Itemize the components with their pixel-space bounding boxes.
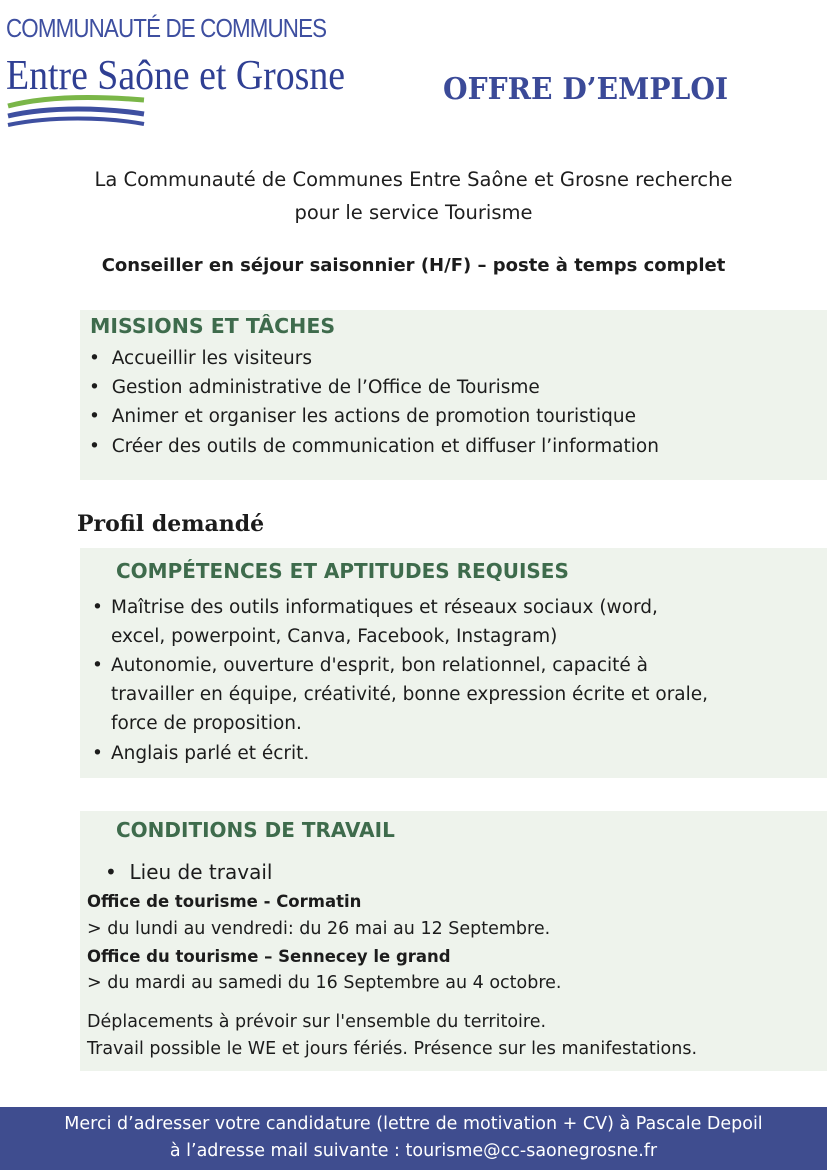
list-item: • Créer des outils de communication et diffuser l’information	[89, 436, 659, 457]
footer-banner	[0, 1107, 827, 1170]
competences-title: COMPÉTENCES ET APTITUDES REQUISES	[116, 559, 569, 583]
travel-note: Déplacements à prévoir sur l'ensemble du territoire.	[87, 1012, 547, 1032]
intro-line-2: pour le service Tourisme	[294, 201, 533, 224]
competence-line: Maîtrise des outils informatiques et réseaux sociaux (word,	[111, 597, 658, 618]
office-2-dates: > du mardi au samedi du 16 Septembre au 4 octobre.	[87, 973, 562, 993]
office-1-dates: > du lundi au vendredi: du 26 mai au 12 Septembre.	[87, 919, 551, 939]
page-title: OFFRE D’EMPLOI	[443, 72, 729, 107]
bullet: •	[92, 655, 103, 676]
list-item: • Accueillir les visiteurs	[89, 348, 313, 369]
logo-name: Entre Saône et Grosne	[6, 53, 346, 99]
list-item: • Animer et organiser les actions de promotion touristique	[89, 406, 637, 427]
list-item: • Gestion administrative de l’Office de Tourisme	[89, 377, 540, 398]
profil-heading: Profil demandé	[77, 511, 265, 537]
competence-line: travailler en équipe, créativité, bonne expression écrite et orale,	[111, 684, 709, 705]
schedule-note: Travail possible le WE et jours fériés. Présence sur les manifestations.	[87, 1039, 698, 1059]
competence-line: Anglais parlé et écrit.	[111, 743, 310, 764]
bullet: •	[92, 743, 103, 764]
competence-line: Autonomie, ouverture d'esprit, bon relationnel, capacité à	[111, 655, 648, 676]
office-1-name: Office de tourisme - Cormatin	[87, 892, 362, 911]
lieu-label: Lieu de travail	[129, 860, 273, 884]
list-item: • Lieu de travail	[105, 860, 273, 884]
office-2-name: Office du tourisme – Sennecey le grand	[87, 947, 451, 966]
intro-line-1: La Communauté de Communes Entre Saône et Grosne recherche	[94, 168, 733, 191]
mission-text: Accueillir les visiteurs	[111, 348, 313, 369]
logo-waves-icon	[6, 94, 146, 128]
competence-line: excel, powerpoint, Canva, Facebook, Instagram)	[111, 626, 558, 647]
footer-email-line: à l’adresse mail suivante : tourisme@cc-saonegrosne.fr	[169, 1141, 658, 1161]
footer-line-1: Merci d’adresser votre candidature (lettre de motivation + CV) à Pascale Depoil	[64, 1114, 763, 1134]
logo-line1: COMMUNAUTÉ DE COMMUNES	[6, 13, 327, 43]
conditions-panel	[80, 811, 827, 1071]
missions-title: MISSIONS ET TÂCHES	[90, 314, 336, 338]
conditions-title: CONDITIONS DE TRAVAIL	[116, 818, 395, 842]
bullet: •	[92, 597, 103, 618]
mission-text: Créer des outils de communication et diffuser l’information	[111, 436, 659, 457]
job-title: Conseiller en séjour saisonnier (H/F) – poste à temps complet	[101, 255, 726, 276]
mission-text: Gestion administrative de l’Office de Tourisme	[111, 377, 540, 398]
competence-line: force de proposition.	[111, 713, 302, 734]
mission-text: Animer et organiser les actions de promotion touristique	[111, 406, 637, 427]
